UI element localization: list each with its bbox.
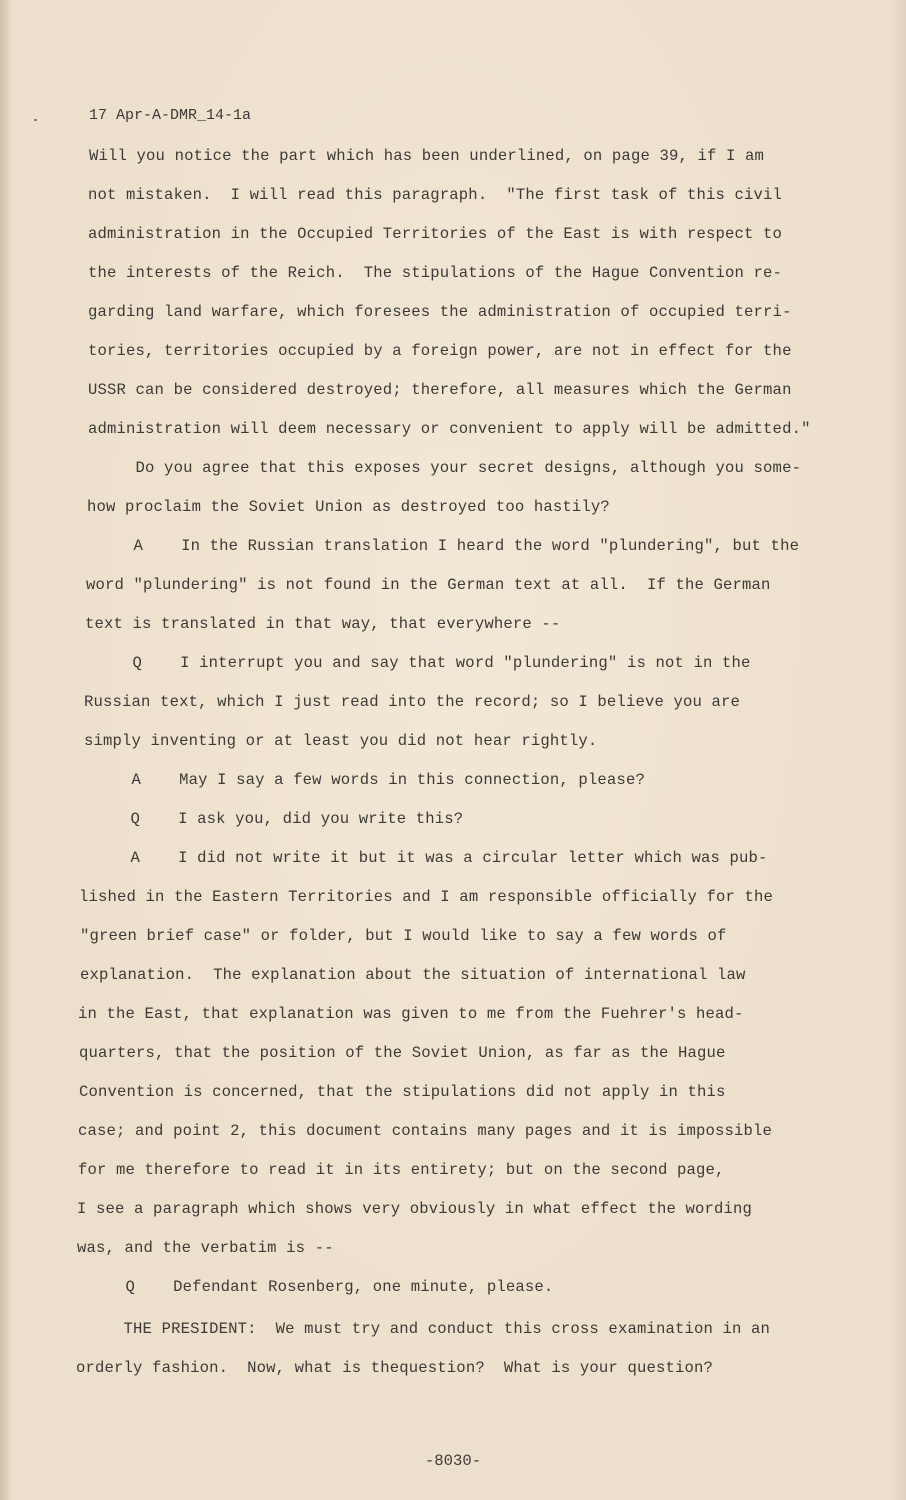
text-line: Will you notice the part which has been underlined, on page 39, if I am — [89, 147, 765, 165]
text-line: Russian text, which I just read into the record; so I believe you are — [84, 693, 741, 711]
text-line: orderly fashion. Now, what is thequestion? What is your question? — [76, 1359, 714, 1377]
text-line: explanation. The explanation about the situation of international law — [80, 966, 746, 984]
text-line: Q I ask you, did you write this? — [83, 810, 464, 828]
margin-mark — [34, 119, 37, 121]
text-line: not mistaken. I will read this paragraph. "The first task of this civil — [88, 186, 783, 204]
text-line: "green brief case" or folder, but I would like to say a few words of — [80, 927, 727, 945]
text-line: Convention is concerned, that the stipulations did not apply in this — [79, 1083, 726, 1101]
text-line: was, and the verbatim is -- — [77, 1239, 334, 1257]
text-line: word "plundering" is not found in the German text at all. If the German — [86, 576, 771, 594]
text-line: for me therefore to read it in its entirety; but on the second page, — [78, 1161, 725, 1179]
text-line: text is translated in that way, that everywhere -- — [85, 615, 561, 633]
text-line: quarters, that the position of the Soviet Union, as far as the Hague — [79, 1044, 726, 1062]
binding-edge — [0, 0, 10, 1500]
text-line: in the East, that explanation was given to me from the Fuehrer's head- — [78, 1005, 744, 1023]
text-line: A In the Russian translation I heard the word "plundering", but the — [86, 537, 800, 555]
text-line: simply inventing or at least you did not hear rightly. — [84, 732, 598, 750]
text-line: A I did not write it but it was a circular letter which was pub- — [83, 849, 768, 867]
text-line: garding land warfare, which foresees the administration of occupied terri- — [88, 303, 792, 321]
text-line: how proclaim the Soviet Union as destroyed too hastily? — [87, 498, 610, 516]
text-line: I see a paragraph which shows very obviously in what effect the wording — [77, 1200, 753, 1218]
text-line: the interests of the Reich. The stipulations of the Hague Convention re- — [88, 264, 783, 282]
text-line: tories, territories occupied by a foreign power, are not in effect for the — [88, 342, 792, 360]
text-line: THE PRESIDENT: We must try and conduct this cross examination in an — [76, 1320, 771, 1338]
text-line: case; and point 2, this document contains many pages and it is impossible — [78, 1122, 773, 1140]
text-line: Q Defendant Rosenberg, one minute, please. — [78, 1278, 554, 1296]
text-line: administration in the Occupied Territories of the East is with respect to — [88, 225, 783, 243]
page-number: -8030- — [424, 1452, 482, 1470]
text-line: Q I interrupt you and say that word "plundering" is not in the — [85, 654, 751, 672]
document-reference: 17 Apr-A-DMR_14-1a — [89, 107, 252, 124]
text-line: administration will deem necessary or convenient to apply will be admitted." — [88, 420, 811, 438]
text-line: lished in the Eastern Territories and I am responsible officially for the — [79, 888, 774, 906]
text-line: Do you agree that this exposes your secret designs, although you some- — [88, 459, 802, 477]
text-line: USSR can be considered destroyed; therefore, all measures which the German — [88, 381, 792, 399]
text-line: A May I say a few words in this connection, please? — [84, 771, 645, 789]
